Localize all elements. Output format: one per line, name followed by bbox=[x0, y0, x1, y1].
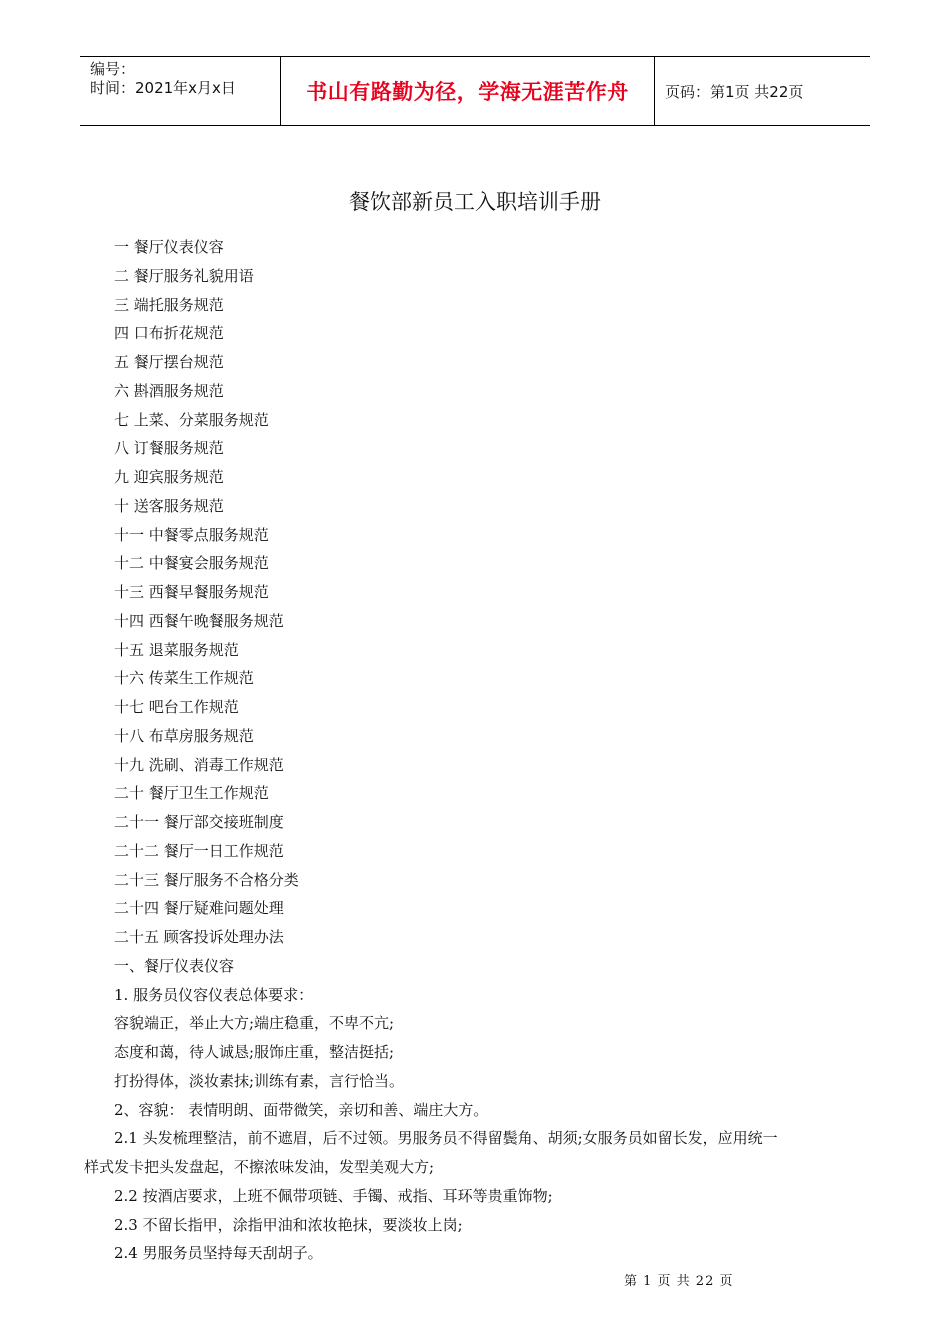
toc-item: 八 订餐服务规范 bbox=[114, 439, 224, 458]
toc-item: 二十四 餐厅疑难问题处理 bbox=[114, 899, 284, 918]
toc-item: 九 迎宾服务规范 bbox=[114, 468, 224, 486]
toc-item: 十九 洗刷、消毒工作规范 bbox=[114, 755, 284, 774]
paragraph: 2、容貌： 表情明朗、面带微笑，亲切和善、端庄大方。 bbox=[114, 1100, 489, 1119]
toc-item: 十五 退菜服务规范 bbox=[114, 640, 239, 659]
paragraph: 态度和蔼，待人诚恳;服饰庄重，整洁挺括; bbox=[114, 1043, 395, 1061]
page-footer: 第 1 页 共 22 页 bbox=[624, 1274, 734, 1289]
toc-item: 五 餐厅摆台规范 bbox=[114, 353, 224, 371]
document-body bbox=[84, 233, 866, 1268]
document-title: 餐饮部新员工入职培训手册 bbox=[349, 190, 601, 214]
toc-item: 十一 中餐零点服务规范 bbox=[114, 525, 269, 544]
paragraph-line: 样式发卡把头发盘起，不擦浓味发油，发型美观大方; bbox=[84, 1158, 435, 1176]
toc-item: 十八 布草房服务规范 bbox=[114, 726, 254, 745]
toc-item: 一 餐厅仪表仪容 bbox=[114, 238, 224, 256]
toc-item: 六 斟酒服务规范 bbox=[114, 381, 224, 400]
time-label: 时间：2021年x月x日 bbox=[90, 79, 236, 97]
paragraph-wrapped bbox=[84, 1124, 866, 1182]
paragraph: 容貌端正，举止大方;端庄稳重，不卑不亢; bbox=[114, 1014, 395, 1033]
toc-item: 二十五 顾客投诉处理办法 bbox=[114, 928, 284, 946]
toc-item: 二十一 餐厅部交接班制度 bbox=[114, 813, 284, 831]
toc-item: 十二 中餐宴会服务规范 bbox=[114, 554, 269, 573]
paragraph: 打扮得体，淡妆素抹;训练有素，言行恰当。 bbox=[114, 1071, 405, 1090]
toc-item: 二 餐厅服务礼貌用语 bbox=[114, 266, 254, 285]
header-page-info: 页码：第1页 共22页 bbox=[665, 82, 804, 101]
toc-item: 十 送客服务规范 bbox=[114, 496, 224, 515]
header-meta bbox=[80, 57, 281, 125]
section-heading: 一、餐厅仪表仪容 bbox=[114, 956, 235, 975]
toc-item: 三 端托服务规范 bbox=[114, 295, 224, 314]
toc-item: 二十二 餐厅一日工作规范 bbox=[114, 841, 284, 860]
toc-item: 十四 西餐午晚餐服务规范 bbox=[114, 611, 284, 630]
paragraph: 1. 服务员仪容仪表总体要求： bbox=[114, 985, 314, 1004]
number-label: 编号： bbox=[90, 60, 136, 78]
document-header bbox=[80, 56, 870, 126]
table-of-contents bbox=[114, 233, 866, 952]
paragraph: 2.4 男服务员坚持每天刮胡子。 bbox=[114, 1244, 323, 1263]
toc-item: 七 上菜、分菜服务规范 bbox=[114, 410, 269, 429]
paragraph: 2.3 不留长指甲，涂指甲油和浓妆艳抹，要淡妆上岗; bbox=[114, 1215, 463, 1234]
toc-item: 二十三 餐厅服务不合格分类 bbox=[114, 870, 299, 889]
toc-item: 四 口布折花规范 bbox=[114, 324, 224, 343]
toc-item: 十三 西餐早餐服务规范 bbox=[114, 583, 269, 601]
toc-item: 二十 餐厅卫生工作规范 bbox=[114, 784, 269, 803]
toc-item: 十六 传菜生工作规范 bbox=[114, 669, 254, 688]
paragraph: 2.2 按酒店要求，上班不佩带项链、手镯、戒指、耳环等贵重饰物; bbox=[114, 1186, 553, 1205]
paragraph-line: 2.1 头发梳理整洁，前不遮眉，后不过领。男服务员不得留鬓角、胡须;女服务员如留长发，应用统一 bbox=[114, 1129, 778, 1148]
toc-item: 十七 吧台工作规范 bbox=[114, 698, 239, 716]
header-motto: 书山有路勤为径，学海无涯苦作舟 bbox=[281, 57, 655, 125]
